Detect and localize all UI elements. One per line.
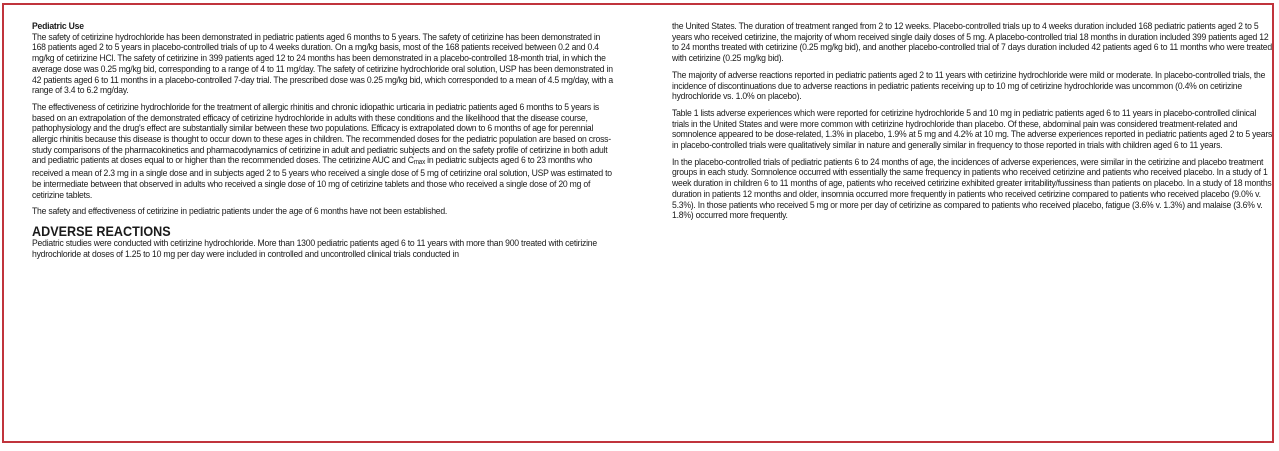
left-column <box>32 22 613 266</box>
pediatric-use-p1 <box>32 22 613 97</box>
right-p2: The majority of adverse reactions reported in pediatric patients aged 2 to 11 years with cetirizine hydrochloride were mild or moderate. In placebo-controlled trials, the incidence of discontinuations due to adverse reactions in pediatric patients receiving up to 10 mg of cetirizine hydrochloride was uncommon (0.4% on cetirizine hydrochloride vs. 1.0% on placebo). <box>672 69 1266 103</box>
right-p3: Table 1 lists adverse experiences which were reported for cetirizine hydrochloride 5 and 10 mg in pediatric patients aged 6 to 11 years in placebo-controlled clinical trials in the United States and were more common with cetirizine hydrochloride than placebo. Of these, abdominal pain was considered treatment-related and somnolence appeared to be dose-related, 1.3% in placebo, 1.9% at 5 mg and 4.2% at 10 mg. The adverse experiences reported in pediatric patients aged 2 to 5 years in placebo-controlled trials were qualitatively similar in nature and generally similar in frequency to those reported in trials with children aged 6 to 11 years. <box>672 107 1273 152</box>
right-p1: the United States. The duration of treatment ranged from 2 to 12 weeks. Placebo-controlled trials up to 4 weeks duration included 168 pediatric patients aged 2 to 5 years who received cetirizine, the majority of whom received single daily doses of 5 mg. A placebo-controlled trial 18 months in duration included 399 patients aged 12 to 24 months treated with cetirizine (0.25 mg/kg bid), and another placebo-controlled trial of 7 days duration included 42 patients aged 6 to 11 months who were treated with cetirizine (0.25 mg/kg bid). <box>672 21 1272 65</box>
cmax-subscript: max <box>413 159 426 167</box>
pediatric-use-p2-text-a: The effectiveness of cetirizine hydrochloride for the treatment of allergic rhinitis and chronic idiopathic urticaria in pediatric patients aged 6 months to 5 years is based on an extrapolation of the demonstrated efficacy of cetirizine hydrochloride in adults with these conditions and the likelihood that the disease course, pathophysiology and the drug's effect are substantially similar between these two populations. Efficacy is extrapolated down to 6 months of age for perennial allergic rhinitis because this disease is thought to occur down to these ages in children. The recommended doses for the pediatric population are based on cross-study comparisons of the pharmacokinetics and pharmacodynamics of cetirizine in adult and pediatric subjects and on the safety profile of cetirizine in both adult and pediatric patients at doses equal to or higher than the recommended doses. The cetirizine AUC and C <box>32 101 611 167</box>
adverse-reactions-heading: ADVERSE REACTIONS <box>32 222 171 239</box>
adverse-reactions-p1: Pediatric studies were conducted with cetirizine hydrochloride. More than 1300 pediatric patients aged 6 to 11 years with more than 900 treated with cetirizine hydrochloride at doses of 1.25 to 10 mg per day were included in controlled and uncontrolled clinical trials conducted in <box>32 237 597 260</box>
pediatric-use-p1-text: The safety of cetirizine hydrochloride has been demonstrated in pediatric patients aged 6 months to 5 years. The safety of cetirizine has been demonstrated in 168 patients aged 2 to 5 years in placebo-controlled trials of up to 4 weeks duration. On a mg/kg basis, most of the 168 patients received between 0.2 and 0.4 mg/kg of cetirizine HCl. The safety of cetirizine in 399 patients aged 12 to 24 months has been demonstrated in a placebo-controlled 18-month trial, in which the average dose was 0.25 mg/kg bid, corresponding to a range of 4 to 11 mg/day. The safety of cetirizine hydrochloride oral solution, USP has been demonstrated in 42 patients aged 6 to 11 months in a placebo-controlled 7-day trial. The prescribed dose was 0.25 mg/kg bid, which corresponded to a mean of 4.5 mg/day, with a range of 3.4 to 6.2 mg/day. <box>32 31 613 97</box>
pediatric-use-heading: Pediatric Use <box>32 21 84 32</box>
pediatric-use-p2 <box>32 103 613 201</box>
right-column <box>672 22 1275 228</box>
pediatric-use-p3: The safety and effectiveness of cetirizine in pediatric patients under the age of 6 months have not been established. <box>32 206 448 218</box>
right-p4: In the placebo-controlled trials of pediatric patients 6 to 24 months of age, the incidences of adverse experiences, were similar in the cetirizine and placebo treatment groups in each study. Somnolence occurred with essentially the same frequency in patients who received cetirizine and patients who received placebo. In a study of 1 week duration in children 6 to 11 months of age, patients who received cetirizine exhibited greater irritability/fussiness than patients on placebo. In a study of 18 months duration in patients 12 months and older, insomnia occurred more frequently in patients who received cetirizine compared to patients who received placebo (9.0% v. 5.3%). In those patients who received 5 mg or more per day of cetirizine as compared to patients who received placebo, fatigue (3.6% v. 1.3%) and malaise (3.6% v. 1.8%) occurred more frequently. <box>672 156 1272 222</box>
pediatric-use-p2-text-b: in pediatric subjects aged 6 to 23 months who received a mean of 2.3 mg in a single dose and in subjects aged 2 to 5 years who received a single dose of 5 mg of cetirizine oral solution, USP was estimated to be intermediate between that observed in adults who received a single dose of 10 mg of cetirizine tablets and those who received a single dose of 20 mg of cetirizine tablets. <box>32 155 612 201</box>
